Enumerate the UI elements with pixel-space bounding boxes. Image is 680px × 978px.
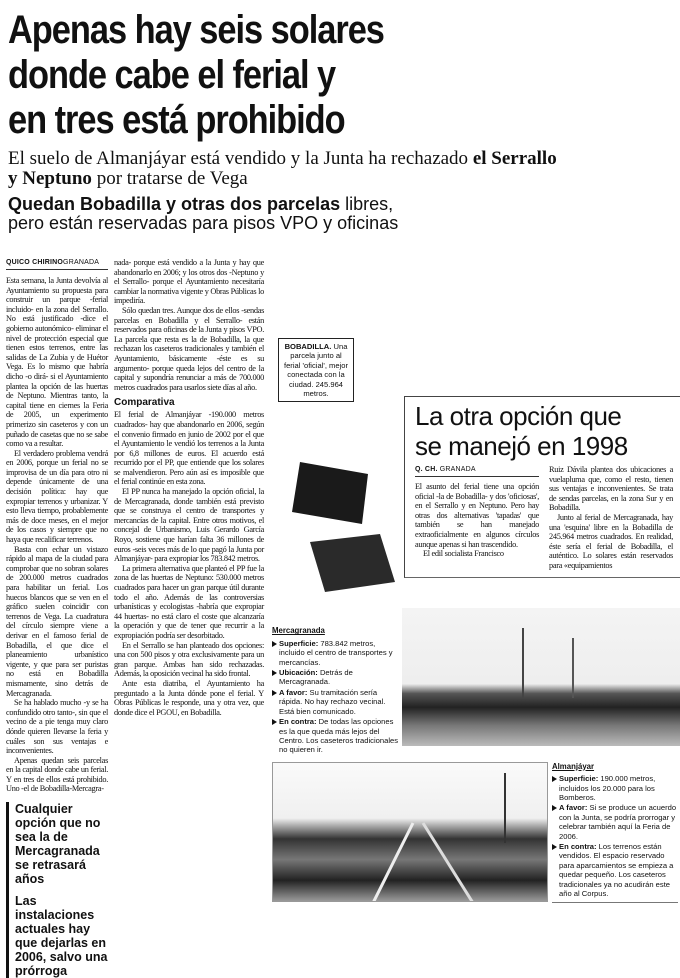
row-top: [272, 338, 680, 602]
row-bottom: [272, 762, 680, 904]
mercagranada-box: Mercagranada Superficie: 783.842 metros, incluido el centro de transportes y mercancías. Ubicación: Detrás de Mercagranada. A favor: Su tramitación sería rápida. No hay rechazo vecinal. Está bien comunicado. En contra: De todas las opciones es la que queda más lejos del Centro. Los caseteros tradicionales no quieren ir.: [272, 626, 399, 755]
headline: Apenas hay seis solares donde cabe el ferial y en tres está prohibido: [8, 8, 384, 142]
subdeck: Quedan Bobadilla y otras dos parcelas libres, pero están reservadas para pisos VPO y oficinas: [8, 194, 399, 233]
article-column-2: nada- porque está vendido a la Junta y hay que abandonarlo en 2006; y los otros dos -Neptuno y el Serrallo- porque el Ayuntamiento necesitaría cambiar la normativa vigente y Obras Públicas lo impediría. Sólo quedan tres. Aunque dos de ellos -sendas parcelas en Bobadilla y el Serrallo- están reservados para oficinas de la Junta y pisos VPO. La parcela que resta es la de Bobadilla, la que rechazan los caseteros tradicionales y también el Ayuntamiento, básicamente -éste es su argumento- porque queda lejos del centro de la capital y supondría renunciar a más de 700.000 metros cuadrados para usarlos siete días al año. Comparativa El ferial de Almanjáyar -190.000 metros cuadrados- hay que abandonarlo en 2006, según el convenio firmado en junio de 2002 por el que el Ayuntamiento le vendió los terrenos a la Junta por 6,8 millones de euros. El acuerdo está recurrido por el PP, que entiende que los solares se malvendieron. Pero aún así es imposible que el ferial continúe en esta zona. El PP nunca ha manejado la opción oficial, la de Mercagranada, donde también está previsto que se construya el centro de transportes y mercancías de la capital. Entre otros motivos, el concejal de Urbanismo, Luis Gerardo García Royo, sostiene que harían falta 36 millones de euros -seis veces más de lo que pagó la Junta por Almanjáyar- para expropiar los 783.842 metros. La primera alternativa que planteó el PP fue la zona de las huertas de Neptuno: 530.000 metros cuadrados para hacer un gran parque útil durante todo el año. Además de las controversias urbanísticas y ecologistas -habría que expropiar 44 huertas- no está claro el coste que alcanzaría la operación y que de tener que recurrir a la expropiación podría ser desorbitado. En el Serrallo se han planteado dos opciones: una con 500 pisos y otra exclusivamente para un gran parque. Ambas han sido rechazadas. Además, la oposición vecinal ha sido frontal. Ante esta diatriba, el Ayuntamiento ha preguntado a la Junta dónde pone el ferial. Y Obras Públicas le responde, una y otra vez, que donde dice el PGOU, en Bobadilla.: [114, 258, 264, 717]
deck: El suelo de Almanjáyar está vendido y la Junta ha rechazado el Serrallo y Neptuno por tratarse de Vega: [8, 148, 557, 189]
plot-shape: [310, 534, 395, 592]
plot-shape: [292, 462, 368, 524]
sidebar-article: [404, 396, 680, 578]
article-column-1: Esta semana, la Junta devolvía al Ayuntamiento su propuesta para construir un parque -ferial incluido- en la zona del Serrallo. No está justificado -dice el gobierno autonómico- eliminar el nivel de protección especial que tienen estos terrenos, entre las salidas de La Zubia y de Huétor Vega. Es lo mismo que habría dicho -o dirá- si el Ayuntamiento plantea la opción de las huertas de Neptuno. Mientras tanto, la capital tiene en ciernes la Feria de 2005, un experimento primerizo sin caseteros y con un puñado de casetas que no se sabe como va a resultar. El verdadero problema vendrá en 2006, porque un ferial no se improvisa de un día para otro ni depende únicamente de una decisión política: hay que expropiar terrenos y urbanizar. Y esto lleva tiempo, probablemente más de doce meses, en el mejor de los casos y siempre que no haya que recalificar terrenos. Basta con echar un vistazo rápido al mapa de la ciudad para comprobar que no sobran solares de 200.000 metros cuadrados para habilitar un ferial. Los huecos blancos que se ven en el gráfico suelen coincidir con terrenos de Vega. La cuadratura del círculo siempre viene a derivar en el famoso ferial de Bobadilla, el que dice el planeamiento urbanístico vigente, y que para ser puristas no está en Bobadilla mismamente, sino detrás de Mercagranada. Se ha hablado mucho -y se ha confundido otro tanto-, sin que el vecino de a pie tenga muy claro dónde quieren llevarse la feria y cuáles son sus ventajas e inconvenientes. Apenas quedan seis parcelas en la capital donde cabe un ferial. Y en tres de ellos está prohibido. Uno -el de Bobadilla-Mercagra-: [6, 276, 108, 794]
byline: QUICO CHIRINOGRANADA: [6, 259, 100, 266]
right-region: [272, 338, 680, 903]
sidebar-column-1: Q. CH. GRANADA El asunto del ferial tiene una opción oficial -la de Bobadilla- y dos 'oficiosas', en el Serrallo y en Neptuno. Pero hay otras dos alternativas 'tapadas' que también se han manejado extraoficialmente en algunos círculos aunque apenas si han trascendido. El edil socialista Francisco: [415, 466, 539, 559]
map-plots: [272, 432, 402, 602]
article-header: [8, 8, 672, 233]
divider: [6, 269, 108, 270]
photo-field-almanjayar: [402, 608, 680, 746]
pull-quote: Cualquier opción que no sea la de Mercagranada se retrasará años Las instalaciones actuales hay que dejarlas en 2006, salvo una prórroga: [6, 802, 108, 978]
divider: [415, 476, 539, 477]
almanjayar-box: Almanjáyar Superficie: 190.000 metros, incluidos los 20.000 para los Bomberos. A favor: Si se produce un acuerdo con la Junta, se podría prorrogar y celebrar también aquí la Feria de 2006. En contra: Los terrenos están vendidos. El espacio reservado para aparcamientos se empieza a quedar pequeño. Los caseteros tradicionales ya no acudirán este año al Corpus.: [552, 762, 678, 904]
subheading: Comparativa: [114, 397, 175, 409]
sidebar-byline: Q. CH. GRANADA: [415, 466, 476, 473]
photo-mercagranada: [272, 762, 548, 902]
bobadilla-caption: BOBADILLA. Una parcela junto al ferial 'oficial', mejor conectada con la ciudad. 245.964 metros.: [278, 338, 354, 402]
row-middle: [272, 608, 680, 755]
sidebar-column-2: Ruiz Dávila plantea dos ubicaciones a vuelapluma que, como el resto, tienen sus ventajas e inconvenientes. Se trata de sendas parcelas, en la zona Sur y en Bobadilla. Junto al ferial de Mercagranada, hay una 'esquina' libre en la Bobadilla de 245.964 metros cuadrados. En realidad, éste sería el ferial de Bobadilla, el auténtico. Lo solares están reservados para «equipamientos: [549, 465, 673, 570]
sidebar-columns: [415, 465, 674, 571]
left-column: [6, 258, 108, 978]
sidebar-title: La otra opción que se manejó en 1998: [415, 401, 628, 461]
map-column: [272, 338, 402, 602]
